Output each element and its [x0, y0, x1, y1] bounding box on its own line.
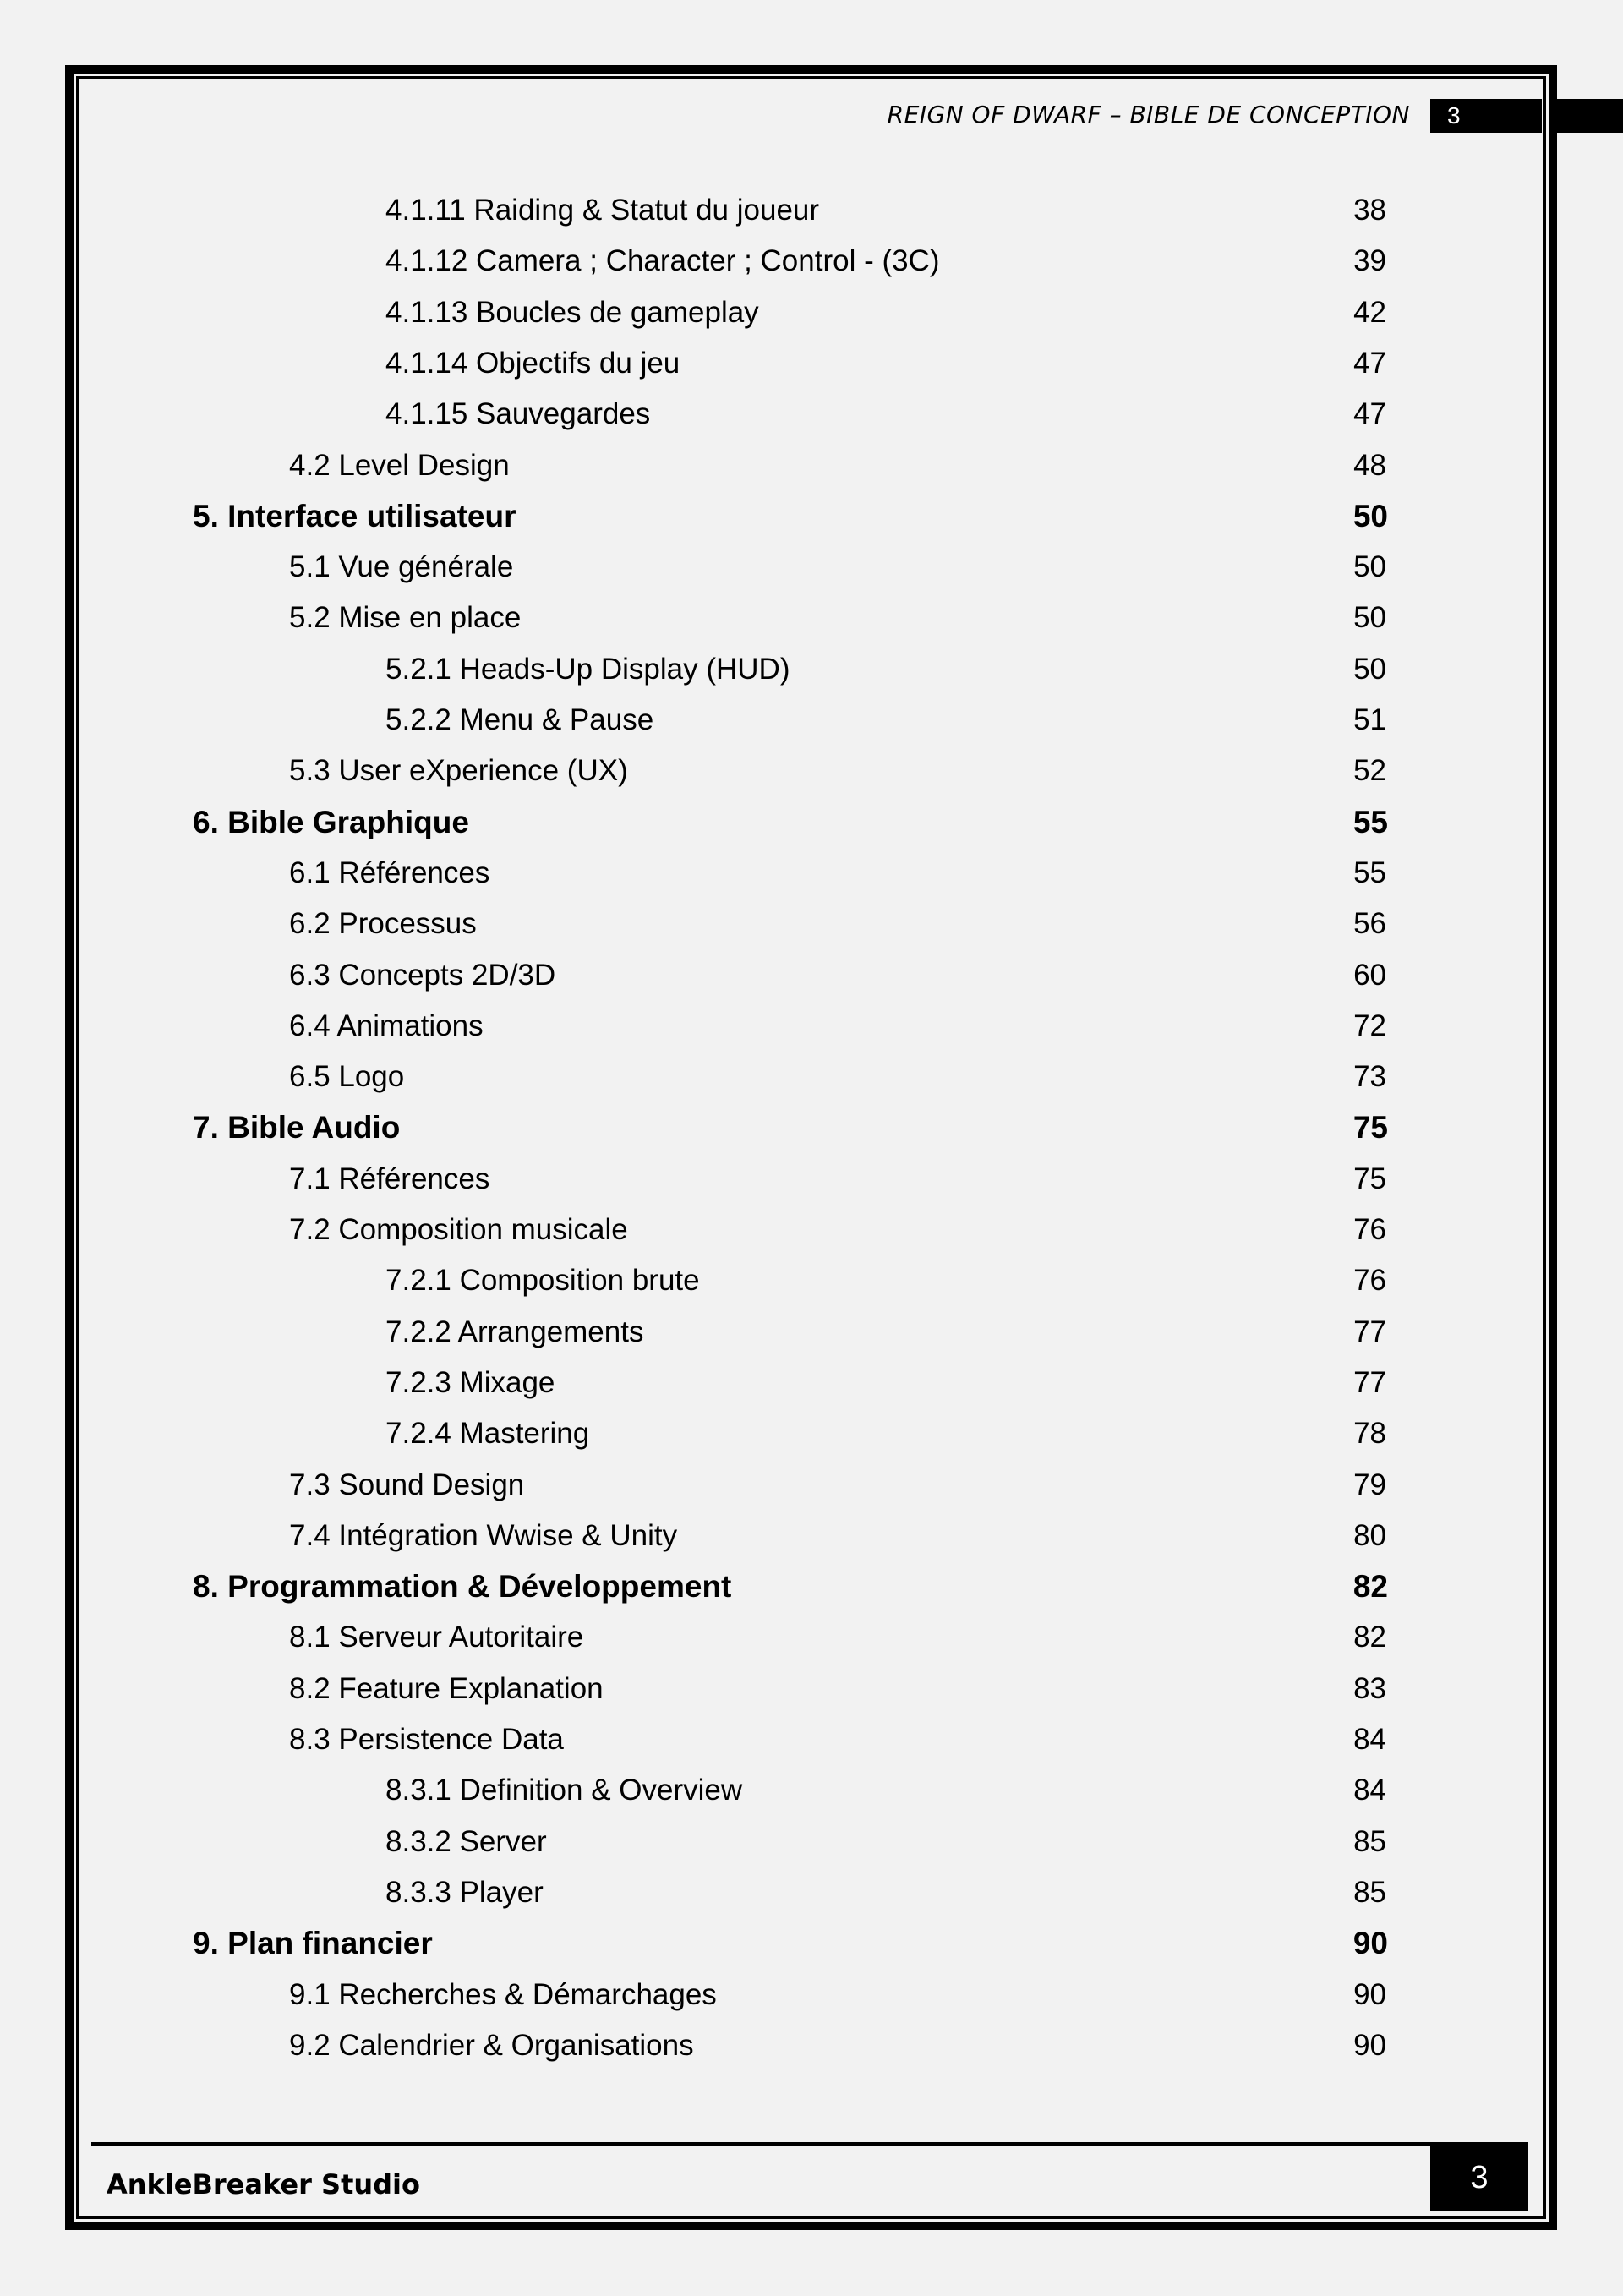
toc-entry-title: 9. Plan financier	[193, 1926, 433, 1961]
toc-entry-title: 9.1 Recherches & Démarchages	[289, 1977, 717, 2011]
toc-entry-title: 8. Programmation & Développement	[193, 1569, 732, 1604]
toc-entry[interactable]	[0, 1052, 1623, 1102]
toc-entry[interactable]	[0, 644, 1623, 695]
toc-entry-title: 6. Bible Graphique	[193, 804, 469, 839]
toc-entry[interactable]	[0, 1511, 1623, 1561]
toc-entry-page: 77	[1353, 1365, 1386, 1399]
toc-entry[interactable]	[0, 899, 1623, 949]
toc-entry-page: 50	[1353, 550, 1386, 584]
toc-entry-title: 8.3.2 Server	[385, 1824, 547, 1858]
toc-entry-title: 4.1.13 Boucles de gameplay	[385, 295, 759, 329]
toc-entry-page: 50	[1352, 498, 1388, 533]
toc-entry[interactable]	[0, 1460, 1623, 1511]
toc-entry-title: 8.3 Persistence Data	[289, 1723, 564, 1756]
toc-entry-page: 72	[1353, 1009, 1386, 1042]
toc-entry[interactable]	[0, 1408, 1623, 1459]
toc-entry[interactable]	[0, 1867, 1623, 1918]
toc-entry-page: 90	[1352, 1926, 1388, 1961]
footer-page-number: 3	[1430, 2144, 1528, 2211]
toc-entry[interactable]	[0, 1154, 1623, 1205]
toc-entry-title: 7.2 Composition musicale	[289, 1213, 628, 1246]
toc-entry-title: 5.3 User eXperience (UX)	[289, 754, 628, 788]
toc-entry[interactable]	[0, 236, 1623, 287]
toc-entry-title: 6.5 Logo	[289, 1060, 405, 1094]
toc-entry-title: 6.2 Processus	[289, 907, 477, 941]
toc-entry[interactable]	[0, 1970, 1623, 2020]
toc-entry[interactable]	[0, 593, 1623, 643]
toc-entry-title: 4.1.12 Camera ; Character ; Control - (3C)	[385, 244, 940, 278]
toc-entry-page: 82	[1353, 1621, 1386, 1654]
toc-entry[interactable]	[0, 1255, 1623, 1306]
toc-entry[interactable]	[0, 1817, 1623, 1867]
toc-entry[interactable]	[0, 491, 1623, 542]
toc-entry-page: 48	[1353, 448, 1386, 482]
toc-entry-title: 8.3.3 Player	[385, 1875, 544, 1909]
toc-entry-title: 5.2.2 Menu & Pause	[385, 703, 654, 736]
toc-entry-page: 50	[1353, 652, 1386, 686]
toc-entry-title: 5.2.1 Heads-Up Display (HUD)	[385, 652, 790, 686]
toc-entry-page: 47	[1353, 346, 1386, 380]
toc-entry-page: 56	[1353, 907, 1386, 941]
toc-entry-title: 7.2.4 Mastering	[385, 1417, 590, 1451]
toc-entry-title: 4.1.15 Sauvegardes	[385, 397, 651, 431]
toc-entry[interactable]	[0, 1205, 1623, 1255]
toc-entry-title: 8.2 Feature Explanation	[289, 1671, 604, 1705]
toc-entry-page: 38	[1353, 194, 1386, 227]
header-page-number: 3	[1430, 99, 1542, 133]
toc-entry[interactable]	[0, 1307, 1623, 1358]
toc-entry-title: 7.3 Sound Design	[289, 1468, 525, 1501]
toc-entry-title: 4.1.11 Raiding & Statut du joueur	[385, 194, 820, 227]
toc-entry-title: 7.4 Intégration Wwise & Unity	[289, 1518, 678, 1552]
footer-divider	[91, 2142, 1528, 2146]
toc-entry-page: 79	[1353, 1468, 1386, 1501]
toc-entry-page: 55	[1352, 804, 1388, 839]
toc-entry-page: 47	[1353, 397, 1386, 431]
toc-entry-page: 42	[1353, 295, 1386, 329]
toc-entry-title: 5.2 Mise en place	[289, 601, 522, 635]
toc-entry-page: 76	[1353, 1213, 1386, 1246]
toc-entry-page: 84	[1353, 1774, 1386, 1807]
toc-entry-title: 6.1 Références	[289, 856, 490, 889]
toc-entry-title: 7.1 Références	[289, 1162, 490, 1195]
toc-entry[interactable]	[0, 1001, 1623, 1052]
toc-entry-page: 75	[1353, 1162, 1386, 1195]
toc-entry[interactable]	[0, 1612, 1623, 1663]
toc-entry[interactable]	[0, 848, 1623, 899]
toc-entry[interactable]	[0, 950, 1623, 1001]
toc-entry-title: 6.3 Concepts 2D/3D	[289, 958, 556, 992]
toc-entry-title: 5. Interface utilisateur	[193, 498, 516, 533]
toc-entry-page: 75	[1352, 1110, 1388, 1145]
toc-entry[interactable]	[0, 1561, 1623, 1612]
toc-entry-page: 50	[1353, 601, 1386, 635]
toc-entry-page: 82	[1352, 1569, 1388, 1604]
toc-entry-page: 85	[1353, 1824, 1386, 1858]
toc-entry-page: 80	[1353, 1518, 1386, 1552]
toc-entry-page: 85	[1353, 1875, 1386, 1909]
toc-entry-page: 73	[1353, 1060, 1386, 1094]
toc-entry-page: 77	[1353, 1315, 1386, 1348]
toc-entry-page: 90	[1353, 1977, 1386, 2011]
toc-entry-page: 60	[1353, 958, 1386, 992]
toc-entry-title: 8.3.1 Definition & Overview	[385, 1774, 743, 1807]
toc-entry[interactable]	[0, 338, 1623, 389]
toc-entry-title: 4.1.14 Objectifs du jeu	[385, 346, 680, 380]
toc-entry-title: 7.2.3 Mixage	[385, 1365, 555, 1399]
toc-entry[interactable]	[0, 1714, 1623, 1765]
toc-entry[interactable]	[0, 1358, 1623, 1408]
toc-entry-page: 78	[1353, 1417, 1386, 1451]
toc-entry[interactable]	[0, 695, 1623, 746]
header-title: REIGN OF DWARF – BIBLE DE CONCEPTION	[887, 101, 1410, 128]
toc-entry-title: 8.1 Serveur Autoritaire	[289, 1621, 584, 1654]
toc-entry[interactable]	[0, 542, 1623, 593]
toc-entry[interactable]	[0, 2020, 1623, 2071]
toc-entry-title: 9.2 Calendrier & Organisations	[289, 2028, 694, 2062]
toc-entry-page: 55	[1353, 856, 1386, 889]
toc-entry-page: 51	[1353, 703, 1386, 736]
toc-entry-title: 6.4 Animations	[289, 1009, 484, 1042]
toc-entry-page: 84	[1353, 1723, 1386, 1756]
toc-entry-page: 83	[1353, 1671, 1386, 1705]
toc-entry-title: 7. Bible Audio	[193, 1110, 401, 1145]
toc-entry-title: 5.1 Vue générale	[289, 550, 514, 584]
toc-entry-page: 52	[1353, 754, 1386, 788]
toc-entry-page: 39	[1353, 244, 1386, 278]
toc-entry-page: 76	[1353, 1264, 1386, 1298]
toc-entry[interactable]	[0, 185, 1623, 236]
toc-entry[interactable]	[0, 1765, 1623, 1816]
toc-entry[interactable]	[0, 1918, 1623, 1969]
toc-entry[interactable]	[0, 746, 1623, 796]
toc-entry[interactable]	[0, 1664, 1623, 1714]
toc-entry[interactable]	[0, 287, 1623, 338]
toc-entry[interactable]	[0, 797, 1623, 848]
toc-entry-title: 7.2.2 Arrangements	[385, 1315, 644, 1348]
toc-entry[interactable]	[0, 389, 1623, 440]
toc-entry[interactable]	[0, 1102, 1623, 1153]
toc-entry-title: 4.2 Level Design	[289, 448, 510, 482]
toc-entry-page: 90	[1353, 2028, 1386, 2062]
footer-studio-name: AnkleBreaker Studio	[107, 2168, 420, 2200]
header-decoration-bar	[1555, 99, 1623, 133]
toc-entry-title: 7.2.1 Composition brute	[385, 1264, 700, 1298]
toc-entry[interactable]	[0, 440, 1623, 491]
